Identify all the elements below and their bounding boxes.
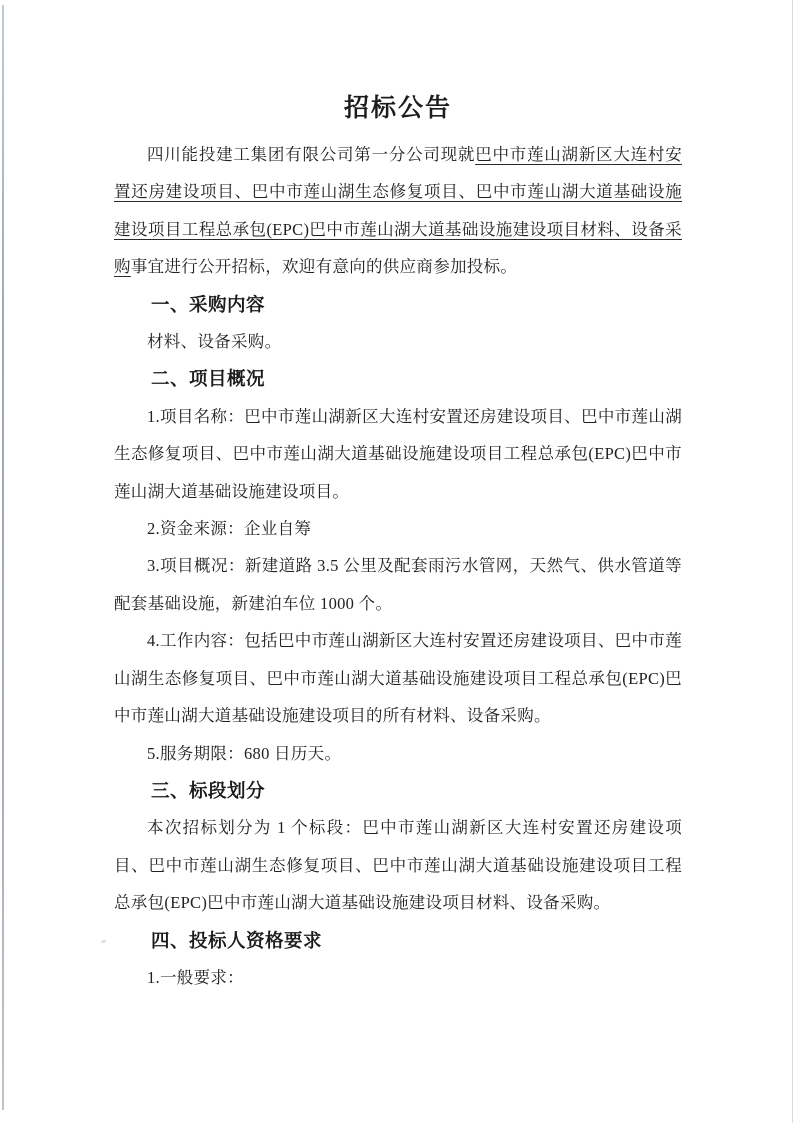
section-heading-project-overview: 二、项目概况: [151, 368, 266, 390]
scan-speck-artifact: [101, 939, 107, 944]
paragraph-funding-source: 2.资金来源：企业自筹: [147, 519, 312, 539]
intro-paragraph: [114, 136, 682, 286]
intro-text-post: 事宜进行公开招标，欢迎有意向的供应商参加投标。: [130, 257, 518, 277]
intro-text-pre: 四川能投建工集团有限公司第一分公司现就: [147, 145, 476, 164]
scan-edge-left-artifact: [2, 5, 4, 1110]
page-content: [114, 82, 682, 996]
paragraph-project-name: 1.项目名称：巴中市莲山湖新区大连村安置还房建设项目、巴中市莲山湖生态修复项目、巴中市莲山湖大道基础设施建设项目工程总承包(EPC)巴中市莲山湖大道基础设施建设项目。: [114, 406, 682, 501]
section-heading-bidder-qualifications: 四、投标人资格要求: [151, 929, 323, 951]
paragraph-bid-sections: 本次招标划分为 1 个标段：巴中市莲山湖新区大连村安置还房建设项目、巴中市莲山湖生态修复项目、巴中市莲山湖大道基础设施建设项目工程总承包(EPC)巴中市莲山湖大道基础设施建设项目材料、设备采购。: [114, 818, 682, 913]
paragraph-general-requirements: 1.一般要求：: [147, 967, 244, 987]
paragraph-procurement-content: 材料、设备采购。: [147, 332, 282, 352]
section-heading-procurement-content: 一、采购内容: [151, 293, 266, 315]
section-heading-bid-sections: 三、标段划分: [151, 779, 266, 801]
paragraph-work-content: 4.工作内容：包括巴中市莲山湖新区大连村安置还房建设项目、巴中市莲山湖生态修复项目、巴中市莲山湖大道基础设施建设项目工程总承包(EPC)巴中市莲山湖大道基础设施建设项目的所有材料、设备采购。: [114, 631, 682, 726]
intro-text-underlined: 巴中市莲山湖新区大连村安置还房建设项目、巴中市莲山湖生态修复项目、巴中市莲山湖大道基础设施建设项目工程总承包(EPC)巴中市莲山湖大道基础设施建设项目材料、设备采购: [114, 145, 682, 277]
paragraph-project-scope: 3.项目概况：新建道路 3.5 公里及配套雨污水管网，天然气、供水管道等配套基础设施，新建泊车位 1000 个。: [114, 556, 682, 613]
scan-edge-right-artifact: [792, 0, 793, 1123]
paragraph-service-period: 5.服务期限：680 日历天。: [147, 743, 342, 763]
page-title: 招标公告: [343, 95, 452, 122]
